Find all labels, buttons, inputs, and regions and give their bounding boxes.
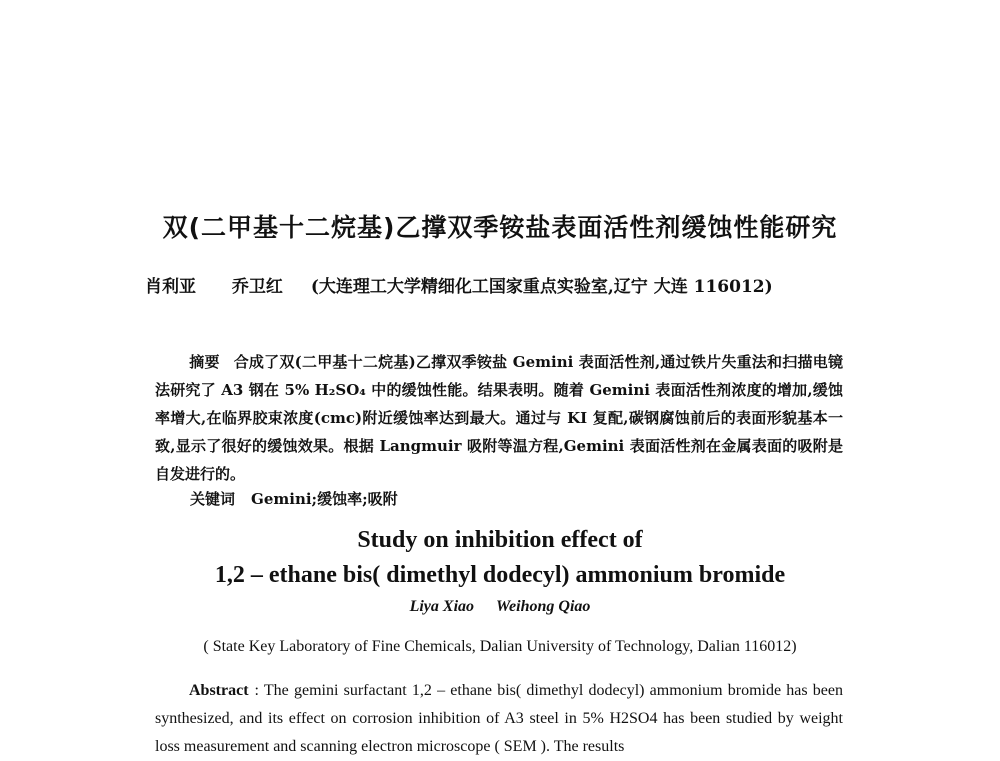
- chinese-keywords-text: Gemini;缓蚀率;吸附: [251, 490, 398, 508]
- english-author-2: Weihong Qiao: [496, 598, 591, 615]
- chinese-keywords: [190, 488, 398, 509]
- english-affiliation: ( State Key Laboratory of Fine Chemicals, Dalian University of Technology, Dalian 116012): [203, 638, 797, 655]
- english-title-line-1: Study on inhibition effect of: [357, 527, 643, 553]
- english-title-line-2: 1,2 – ethane bis( dimethyl dodecyl) ammonium bromide: [214, 562, 786, 588]
- english-abstract: [155, 677, 843, 761]
- chinese-author-2: 乔卫红: [231, 277, 283, 297]
- chinese-title: 双(二甲基十二烷基)乙撑双季铵盐表面活性剂缓蚀性能研究: [162, 213, 838, 242]
- chinese-author-line: [145, 272, 865, 297]
- chinese-affiliation: (大连理工大学精细化工国家重点实验室,辽宁 大连 116012): [310, 277, 773, 297]
- english-author-1: Liya Xiao: [409, 598, 475, 615]
- chinese-author-1: 肖利亚: [145, 277, 196, 297]
- chinese-abstract-text: 合成了双(二甲基十二烷基)乙撑双季铵盐 Gemini 表面活性剂,通过铁片失重法和扫描电镜法研究了 A3 钢在 5% H₂SO₄ 中的缓蚀性能。结果表明。随着 Gemini 表面活性剂浓度的增加,缓蚀率增大,在临界胶束浓度(cmc)附近缓蚀率达到最大。通过与 KI 复配,碳钢腐蚀前后的表面形貌基本一致,显示了很好的缓蚀效果。根据 Langmuir 吸附等温方程,Gemini 表面活性剂在金属表面的吸附是自发进行的。: [155, 353, 843, 483]
- chinese-abstract: [155, 348, 843, 488]
- chinese-keywords-label: 关键词: [190, 490, 236, 508]
- english-author-line: [0, 598, 1000, 616]
- english-abstract-text: : The gemini surfactant 1,2 – ethane bis( dimethyl dodecyl) ammonium bromide has been synthesized, and its effect on corrosion inhibition of A3 steel in 5% H2SO4 has been studied by weight loss measurement and scanning electron microscope ( SEM ). The results: [155, 682, 843, 755]
- chinese-abstract-label: 摘要: [189, 353, 220, 371]
- english-abstract-label: Abstract: [189, 682, 249, 699]
